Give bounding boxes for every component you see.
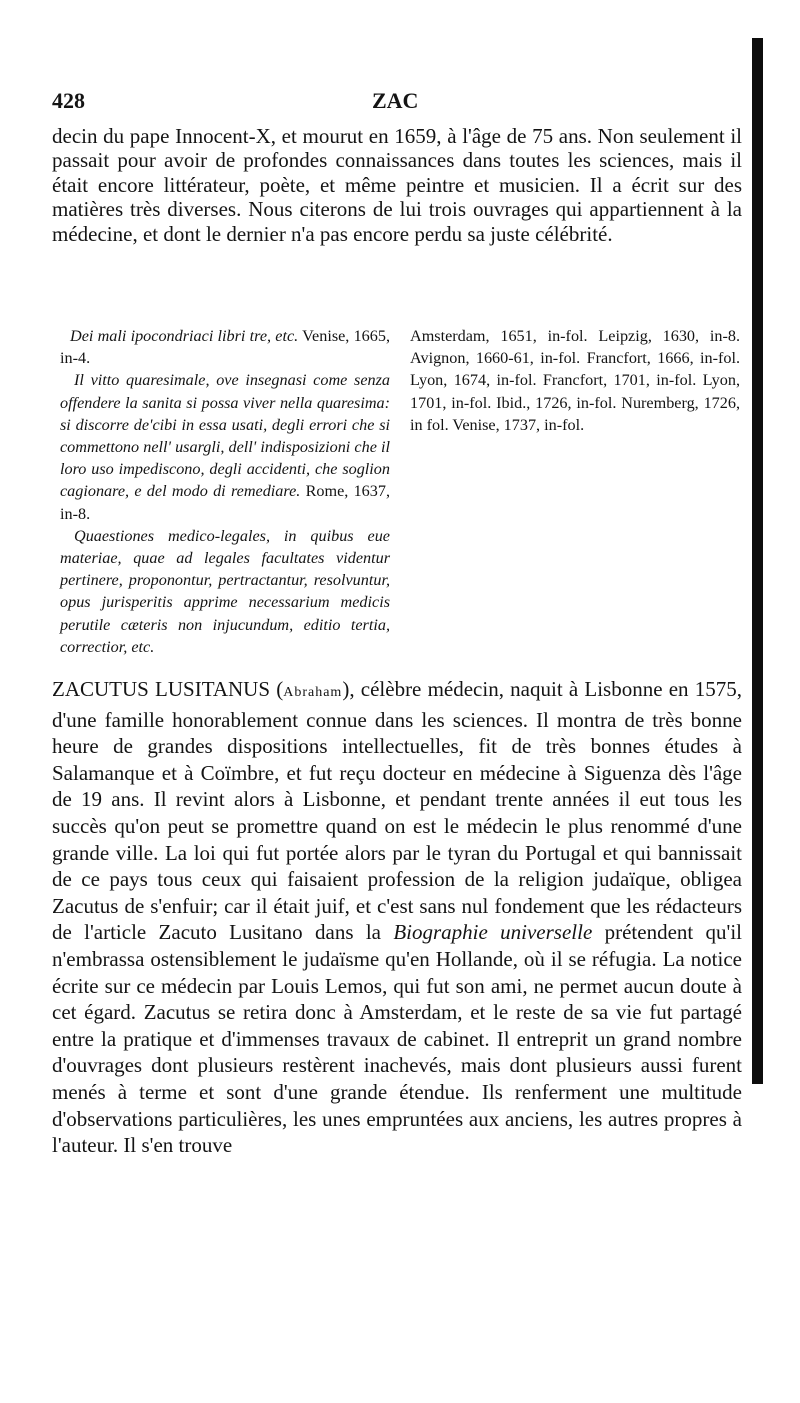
margin-rule	[752, 38, 763, 1084]
intro-paragraph: decin du pape Innocent-X, et mourut en 1659, à l'âge de 75 ans. Non seulement il passait pour avoir de profondes connaissances dans toutes les sciences, mais il était encore littérateur, poète, et même peintre et musicien. Il a écrit sur des matières très diverses. Nous citerons de lui trois ouvrages qui appartiennent à la médecine, et dont le dernier n'a pas encore perdu sa juste célébrité.	[52, 124, 742, 246]
running-title: ZAC	[372, 88, 419, 113]
cited-work: Biographie universelle	[393, 920, 593, 945]
work-title: Quaestiones medico-legales, in quibus eue materiae, quae ad legales facultates videntur pertinere, proponontur, pertractantur, resolvuntur, opus jurisperitis apprime necessarium medicis perutile cæteris non injucundum, editio tertia, correctior, etc.	[60, 526, 390, 656]
entry-forename: Abraham	[283, 685, 343, 700]
work-imprint: Rome, 1637, in-8.	[60, 482, 391, 523]
entry-text-a: ), célèbre médecin, naquit à Lisbonne en 1575, d'une famille honorablement connue dans les sciences. Il montra de très bonne heure de grandes dispositions intellectuelles, fit de très bonnes études à Salamanque et à Coïmbre, et fut reçu docteur en médecine à Siguenza dès l'âge de 19 ans. Il revint alors à Lisbonne, et pendant trente années il eut tous les succès qu'on peut se promettre quand on est le médecin le plus renommé d'une grande ville. La loi qui fut portée alors par le tyran du Portugal et qui bannissait de ce pays tous ceux qui faisaient profession de la religion judaïque, obligea Zacutus de s'enfuir; car il était juif, et c'est sans nul fondement que les rédacteurs de l'article Zacuto Lusitano dans la	[52, 677, 742, 945]
work-entry	[60, 325, 390, 369]
work-entry	[60, 525, 390, 658]
entry-text-b: prétendent qu'il n'embrassa ostensiblement le judaïsme qu'en Hollande, où il se réfugia. La notice écrite sur ce médecin par Louis Lemos, qui fut son ami, ne permet aucun doute à cet égard. Zacutus se retira donc à Amsterdam, et le reste de sa vie fut partagé entre la pratique et d'immenses travaux de cabinet. Il entreprit un grand nombre d'ouvrages dont plusieurs restèrent inachevés, mais dont plusieurs aussi furent menés à terme et sont d'une grande étendue. Ils renferment une multitude d'observations particulières, les unes empruntées aux anciens, les autres propres à l'auteur. Il s'en trouve	[52, 920, 742, 1158]
bibliography-right-column	[410, 325, 740, 436]
entry-name: ZACUTUS LUSITANUS	[52, 677, 271, 701]
entry-paragraph: ZACUTUS LUSITANUS (Abraham), célèbre médecin, naquit à Lisbonne en 1575, d'une famille honorablement connue dans les sciences. Il montra de très bonne heure de grandes dispositions intellectuelles, fit de très bonnes études à Salamanque et à Coïmbre, et fut reçu docteur en médecine à Siguenza dès l'âge de 19 ans. Il revint alors à Lisbonne, et pendant trente années il eut tous les succès qu'on peut se promettre quand on est le médecin le plus renommé d'une grande ville. La loi qui fut portée alors par le tyran du Portugal et qui bannissait de ce pays tous ceux qui faisaient profession de la religion judaïque, obligea Zacutus de s'enfuir; car il était juif, et c'est sans nul fondement que les rédacteurs de l'article Zacuto Lusitano dans la Biographie universelle prétendent qu'il n'embrassa ostensiblement le judaïsme qu'en Hollande, où il se réfugia. La notice écrite sur ce médecin par Louis Lemos, qui fut son ami, ne permet aucun doute à cet égard. Zacutus se retira donc à Amsterdam, et le reste de sa vie fut partagé entre la pratique et d'immenses travaux de cabinet. Il entreprit un grand nombre d'ouvrages dont plusieurs restèrent inachevés, mais dont plusieurs aussi furent menés à terme et sont d'une grande étendue. Ils renferment une multitude d'observations particulières, les unes empruntées aux anciens, les autres propres à l'auteur. Il s'en trouve	[52, 677, 742, 1158]
bibliography-left-column	[60, 325, 390, 658]
work-imprint: Amsterdam, 1651, in-fol. Leipzig, 1630, in-8. Avignon, 1660-61, in-fol. Francfort, 1666, in-fol. Lyon, 1674, in-fol. Francfort, 1701, in-fol. Lyon, 1701, in-fol. Ibid., 1726, in-fol. Nuremberg, 1726, in fol. Venise, 1737, in-fol.	[410, 327, 740, 434]
work-title: Dei mali ipocondriaci libri tre, etc.	[70, 327, 299, 345]
work-entry	[60, 369, 390, 524]
work-imprint: Venise, 1665, in-4.	[60, 327, 391, 368]
page-number: 428	[52, 88, 85, 113]
work-title: Il vitto quaresimale, ove insegnasi come senza offendere la sanita si possa viver nella quaresima: si discorre de'cibi in essa usati, degli errori che si commettono nell' usargli, dell' indisposizioni che il loro uso impediscono, degli accidenti, che soglion cagionare, e del modo di remediare.	[60, 371, 390, 501]
